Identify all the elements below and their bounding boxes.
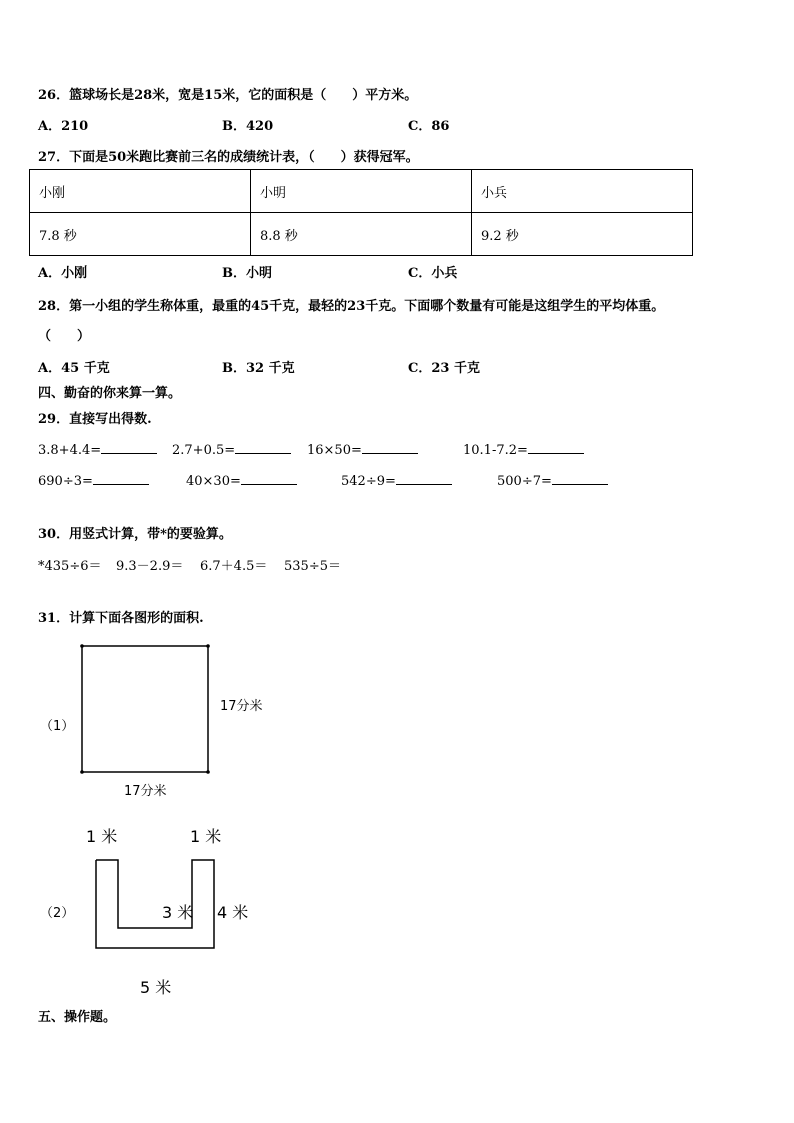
calc-item: 10.1-7.2=: [463, 441, 584, 458]
section-5-title: 五、操作题。: [38, 1010, 117, 1025]
vertical-calc-item: *435÷6＝: [38, 559, 102, 574]
question-27: 27．下面是50米跑比赛前三名的成绩统计表，（ ）获得冠军。: [38, 150, 419, 165]
section-4-title: 四、勤奋的你来算一算。: [38, 386, 182, 401]
u-top-right-label: 1 米: [190, 827, 222, 846]
u-inner-height-label: 3 米: [162, 903, 194, 922]
square-vertex: [206, 644, 210, 648]
table-cell-name: 小兵: [472, 170, 693, 213]
score-table: [29, 169, 693, 256]
vertical-calc-item: 535÷5＝: [284, 559, 341, 574]
u-shape: [96, 860, 214, 948]
square-figure: [76, 640, 216, 780]
calc-item: 16×50=: [307, 441, 418, 458]
calc-item: 3.8+4.4=: [38, 441, 157, 458]
table-cell-name: 小刚: [30, 170, 251, 213]
question-30: 30．用竖式计算，带*的要验算。: [38, 527, 232, 542]
answer-blank[interactable]: [552, 472, 608, 485]
calc-item: 500÷7=: [497, 472, 608, 489]
answer-blank[interactable]: [93, 472, 149, 485]
square-bottom-label: 17分米: [124, 784, 167, 799]
q27-option-b: B．小明: [222, 266, 272, 281]
table-cell-time: 9.2 秒: [472, 213, 693, 256]
u-bottom-label: 5 米: [140, 978, 172, 997]
q27-option-a: A．小刚: [38, 266, 88, 281]
q28-option-a: A．45 千克: [38, 361, 110, 376]
square-shape: [82, 646, 208, 772]
question-29: 29．直接写出得数.: [38, 412, 152, 427]
q27-option-c: C．小兵: [408, 266, 458, 281]
vertical-calc-item: 9.3－2.9＝: [116, 559, 184, 574]
question-26: 26．篮球场长是28米，宽是15米，它的面积是（ ）平方米。: [38, 88, 418, 103]
square-side-label: 17分米: [220, 699, 263, 714]
table-row: [30, 213, 693, 256]
square-vertex: [80, 770, 84, 774]
u-shape-figure: [90, 856, 220, 956]
q28-option-c: C．23 千克: [408, 361, 480, 376]
u-top-left-label: 1 米: [86, 827, 118, 846]
table-cell-time: 7.8 秒: [30, 213, 251, 256]
answer-blank[interactable]: [528, 441, 584, 454]
question-28: 28．第一小组的学生称体重，最重的45千克，最轻的23千克。下面哪个数量有可能是这组学生的平均体重。: [38, 299, 665, 314]
figure-1-label: （1）: [40, 719, 75, 734]
calc-item: 542÷9=: [341, 472, 452, 489]
table-cell-time: 8.8 秒: [251, 213, 472, 256]
calc-item: 40×30=: [186, 472, 297, 489]
square-vertex: [206, 770, 210, 774]
answer-blank[interactable]: [396, 472, 452, 485]
figure-2-label: （2）: [40, 906, 75, 921]
calc-item: 690÷3=: [38, 472, 149, 489]
question-31: 31．计算下面各图形的面积.: [38, 611, 204, 626]
q26-option-a: A．210: [38, 119, 89, 134]
u-height-label: 4 米: [217, 903, 249, 922]
q26-option-c: C．86: [408, 119, 450, 134]
answer-blank[interactable]: [362, 441, 418, 454]
square-vertex: [80, 644, 84, 648]
answer-blank[interactable]: [101, 441, 157, 454]
table-row: [30, 170, 693, 213]
calc-item: 2.7+0.5=: [172, 441, 291, 458]
answer-blank[interactable]: [235, 441, 291, 454]
table-cell-name: 小明: [251, 170, 472, 213]
vertical-calc-item: 6.7＋4.5＝: [200, 559, 268, 574]
q26-option-b: B．420: [222, 119, 274, 134]
q28-option-b: B．32 千克: [222, 361, 295, 376]
answer-blank[interactable]: [241, 472, 297, 485]
q28-answer-paren: （ ）: [38, 329, 91, 344]
